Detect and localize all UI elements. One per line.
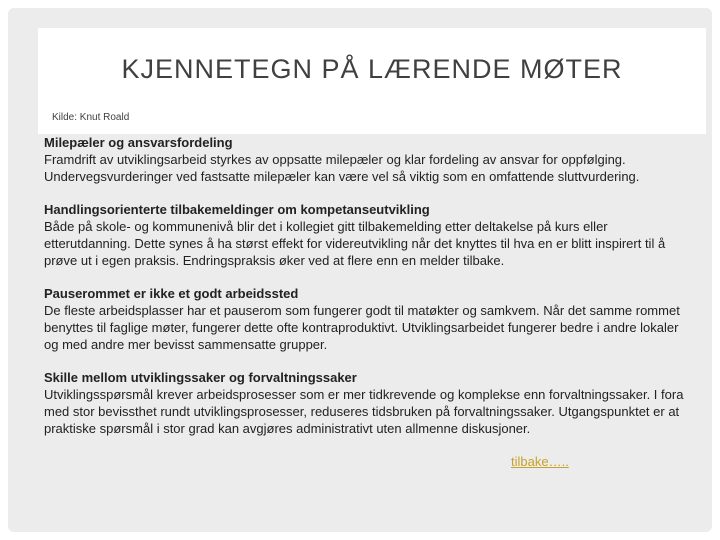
- section-text: De fleste arbeidsplasser har et pauserom som fungerer godt til matøkter og samkvem. Når det samme rommet benyttes til faglige møter, fungerer dette ofte kontraproduktivt. Utviklingsarbeidet fungerer bedre i andre lokaler og med andre mer bevisst sammensatte grupper.: [44, 303, 680, 352]
- section-breakroom: [44, 285, 694, 353]
- slide-content: [44, 134, 694, 453]
- section-text: Både på skole- og kommunenivå blir det i kollegiet gitt tilbakemelding etter deltakelse på kurs eller etterutdanning. Dette synes å ha størst effekt for videreutvikling når det knyttes til hva en er blitt inspirert til å prøve ut i egen praksis. Endringspraksis øker ved at flere enn en melder tilbake.: [44, 219, 666, 268]
- section-feedback: [44, 201, 694, 269]
- source-note: Kilde: Knut Roald: [52, 112, 130, 123]
- section-heading: Handlingsorienterte tilbakemeldinger om kompetanseutvikling: [44, 202, 430, 217]
- section-text: Framdrift av utviklingsarbeid styrkes av oppsatte milepæler og klar fordeling av ansvar for oppfølging. Undervegsvurderinger ved fastsatte milepæler kan være vel så viktig som en omfattende sluttvurdering.: [44, 152, 640, 184]
- back-link[interactable]: tilbake…..: [511, 454, 569, 469]
- section-development-vs-administration: [44, 369, 694, 437]
- slide-title: KJENNETEGN PÅ LÆRENDE MØTER: [121, 54, 623, 84]
- title-panel: [38, 28, 706, 134]
- section-heading: Milepæler og ansvarsfordeling: [44, 135, 233, 150]
- section-heading: Pauserommet er ikke et godt arbeidssted: [44, 286, 299, 301]
- section-heading: Skille mellom utviklingssaker og forvaltningssaker: [44, 370, 357, 385]
- section-milestones: [44, 134, 694, 185]
- section-text: Utviklingsspørsmål krever arbeidsprosesser som er mer tidkrevende og komplekse enn forvaltningssaker. I fora med stor bevissthet rundt utviklingsprosesser, reduseres tidsbruken på forvaltningssaker. Utgangspunktet er at praktiske spørsmål i stor grad kan avgjøres administrativt uten allmenne diskusjoner.: [44, 387, 684, 436]
